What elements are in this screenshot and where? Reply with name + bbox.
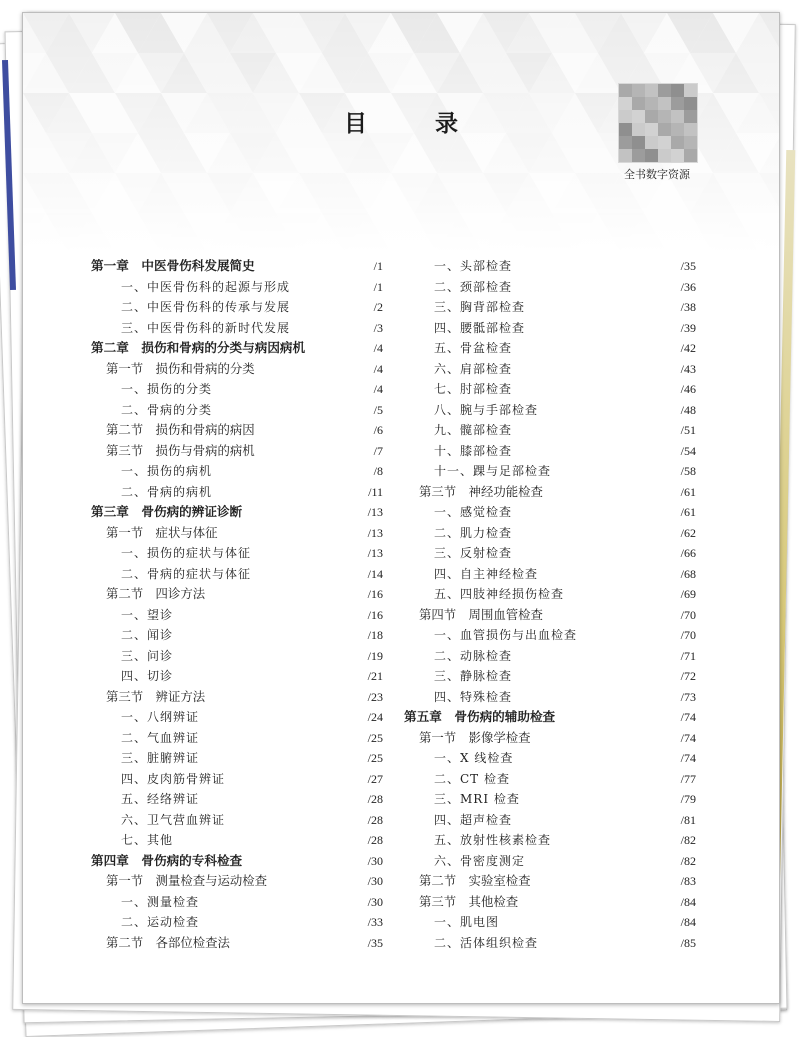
toc-entry-title: 第二节 实验室检查 — [419, 873, 531, 888]
toc-entry-page-number: /3 — [373, 320, 383, 335]
toc-section-entry[interactable] — [404, 482, 696, 503]
toc-entry-page-number: /74 — [680, 710, 696, 724]
toc-item-entry[interactable] — [91, 379, 383, 400]
toc-entry-page-number: /61 — [680, 505, 696, 519]
toc-entry-page-number: /28 — [367, 792, 383, 806]
toc-entry-page-number: /82 — [680, 853, 696, 868]
toc-entry-title: 第四章 骨伤病的专科检查 — [91, 852, 243, 868]
toc-item-entry[interactable] — [91, 728, 383, 749]
toc-entry-page-number: /23 — [367, 689, 383, 704]
toc-entry-page-number: /81 — [680, 812, 696, 827]
toc-entry-title: 第一节 损伤和骨病的分类 — [106, 360, 255, 376]
toc-item-entry[interactable] — [404, 543, 696, 564]
toc-entry-page-number: /7 — [373, 443, 383, 458]
toc-entry-title: 一、中医骨伤科的起源与形成 — [121, 279, 291, 294]
toc-item-entry[interactable] — [91, 564, 383, 585]
toc-entry-page-number: /35 — [680, 259, 696, 273]
toc-entry-title: 四、切诊 — [121, 669, 174, 683]
toc-chapter-entry[interactable] — [91, 502, 383, 523]
toc-item-entry[interactable] — [91, 625, 383, 646]
toc-entry-page-number: /77 — [680, 771, 696, 786]
toc-item-entry[interactable] — [91, 482, 383, 503]
toc-entry-title: 三、中医骨伤科的新时代发展 — [121, 320, 291, 335]
toc-item-entry[interactable] — [404, 769, 696, 790]
toc-entry-page-number: /42 — [680, 341, 696, 355]
toc-entry-title: 一、损伤的分类 — [121, 382, 213, 396]
toc-entry-title: 五、四肢神经损伤检查 — [434, 587, 565, 601]
toc-entry-title: 六、肩部检查 — [434, 361, 513, 376]
toc-entry-page-number: /4 — [373, 382, 383, 396]
toc-item-entry[interactable] — [91, 277, 383, 298]
toc-entry-page-number: /84 — [680, 894, 696, 909]
toc-entry-title: 一、X 线检查 — [434, 751, 514, 765]
toc-entry-page-number: /19 — [367, 648, 383, 663]
toc-section-entry[interactable] — [91, 359, 383, 380]
toc-item-entry[interactable] — [404, 584, 696, 605]
toc-entry-page-number: /36 — [680, 279, 696, 294]
toc-entry-page-number: /16 — [367, 607, 383, 622]
toc-entry-page-number: /62 — [680, 525, 696, 540]
toc-entry-title: 第二节 各部位检查法 — [106, 934, 230, 950]
toc-item-entry[interactable] — [404, 420, 696, 441]
toc-entry-page-number: /4 — [373, 341, 383, 355]
toc-entry-title: 第一节 症状与体征 — [106, 524, 218, 540]
toc-chapter-entry[interactable] — [91, 338, 383, 359]
toc-entry-page-number: /4 — [373, 361, 383, 376]
toc-entry-title: 第一章 中医骨伤科发展简史 — [91, 258, 255, 273]
toc-item-entry[interactable] — [404, 851, 696, 872]
toc-entry-title: 十一、踝与足部检查 — [434, 464, 552, 478]
toc-item-entry[interactable] — [91, 400, 383, 421]
toc-item-entry[interactable] — [404, 461, 696, 482]
toc-left-column — [91, 256, 383, 953]
toc-item-entry[interactable] — [404, 666, 696, 687]
toc-item-entry[interactable] — [404, 523, 696, 544]
toc-entry-title: 八、腕与手部检查 — [434, 402, 539, 417]
toc-entry-title: 三、反射检查 — [434, 546, 513, 560]
toc-entry-title: 一、损伤的症状与体征 — [121, 546, 252, 560]
toc-entry-page-number: /13 — [367, 546, 383, 560]
toc-entry-page-number: /11 — [368, 484, 383, 499]
toc-chapter-entry[interactable] — [91, 851, 383, 872]
toc-entry-page-number: /33 — [367, 915, 383, 929]
toc-entry-page-number: /79 — [680, 792, 696, 806]
toc-item-entry[interactable] — [91, 297, 383, 318]
toc-entry-title: 二、运动检查 — [121, 915, 200, 929]
toc-entry-page-number: /13 — [367, 525, 383, 540]
toc-item-entry[interactable] — [404, 502, 696, 523]
toc-item-entry[interactable] — [404, 933, 696, 954]
toc-item-entry[interactable] — [404, 912, 696, 933]
toc-entry-title: 第二节 损伤和骨病的病因 — [106, 422, 255, 437]
toc-page — [22, 12, 780, 1004]
toc-entry-page-number: /85 — [680, 935, 696, 950]
toc-entry-title: 三、胸背部检查 — [434, 300, 526, 314]
toc-entry-title: 四、超声检查 — [434, 812, 513, 827]
toc-chapter-entry[interactable] — [91, 256, 383, 277]
toc-section-entry[interactable] — [404, 892, 696, 913]
toc-entry-page-number: /61 — [680, 484, 696, 499]
toc-entry-page-number: /18 — [367, 628, 383, 642]
toc-entry-page-number: /74 — [680, 751, 696, 765]
toc-item-entry[interactable] — [91, 461, 383, 482]
toc-entry-title: 四、腰骶部检查 — [434, 320, 526, 335]
toc-section-entry[interactable] — [404, 871, 696, 892]
toc-entry-page-number: /28 — [367, 812, 383, 827]
toc-section-entry[interactable] — [404, 605, 696, 626]
toc-item-entry[interactable] — [91, 318, 383, 339]
toc-item-entry[interactable] — [91, 810, 383, 831]
toc-item-entry[interactable] — [404, 687, 696, 708]
toc-entry-title: 二、CT 检查 — [434, 771, 511, 786]
toc-entry-page-number: /8 — [373, 464, 383, 478]
toc-entry-title: 五、放射性核素检查 — [434, 833, 552, 847]
toc-entry-page-number: /25 — [367, 730, 383, 745]
toc-entry-title: 四、特殊检查 — [434, 689, 513, 704]
toc-entry-title: 一、测量检查 — [121, 894, 200, 909]
toc-section-entry[interactable] — [91, 523, 383, 544]
toc-item-entry[interactable] — [404, 789, 696, 810]
toc-entry-page-number: /30 — [367, 853, 383, 868]
toc-entry-title: 第三节 损伤与骨病的病机 — [106, 442, 255, 458]
toc-entry-title: 五、经络辨证 — [121, 792, 200, 806]
toc-entry-title: 二、闻诊 — [121, 628, 174, 642]
toc-entry-title: 二、中医骨伤科的传承与发展 — [121, 300, 291, 314]
toc-section-entry[interactable] — [91, 933, 383, 954]
toc-entry-title: 五、骨盆检查 — [434, 341, 513, 355]
toc-entry-page-number: /82 — [680, 833, 696, 847]
toc-entry-title: 第一节 影像学检查 — [419, 729, 531, 745]
toc-entry-page-number: /48 — [680, 402, 696, 417]
toc-item-entry[interactable] — [404, 830, 696, 851]
page-title: 目 录 — [343, 111, 488, 137]
toc-entry-page-number: /27 — [367, 771, 383, 786]
toc-entry-page-number: /6 — [373, 423, 383, 437]
toc-item-entry[interactable] — [404, 379, 696, 400]
toc-entry-title: 第四节 周围血管检查 — [419, 606, 543, 622]
toc-section-entry[interactable] — [91, 441, 383, 462]
toc-entry-title: 一、肌电图 — [434, 915, 500, 929]
toc-item-entry[interactable] — [91, 748, 383, 769]
toc-entry-page-number: /30 — [367, 894, 383, 909]
toc-entry-page-number: /70 — [680, 628, 696, 642]
toc-entry-page-number: /14 — [367, 566, 383, 581]
toc-entry-page-number: /73 — [680, 689, 696, 704]
toc-entry-page-number: /5 — [373, 402, 383, 417]
toc-section-entry[interactable] — [91, 871, 383, 892]
toc-entry-title: 三、静脉检查 — [434, 669, 513, 683]
toc-entry-title: 一、血管损伤与出血检查 — [434, 628, 578, 642]
toc-entry-title: 三、脏腑辨证 — [121, 751, 200, 765]
toc-entry-title: 七、肘部检查 — [434, 382, 513, 396]
toc-entry-page-number: /58 — [680, 464, 696, 478]
toc-item-entry[interactable] — [404, 277, 696, 298]
toc-item-entry[interactable] — [404, 256, 696, 277]
toc-entry-page-number: /69 — [680, 587, 696, 601]
toc-entry-title: 三、问诊 — [121, 648, 174, 663]
toc-entry-title: 二、颈部检查 — [434, 279, 513, 294]
toc-entry-page-number: /43 — [680, 361, 696, 376]
toc-item-entry[interactable] — [91, 646, 383, 667]
toc-entry-title: 一、损伤的病机 — [121, 464, 213, 478]
toc-entry-page-number: /2 — [373, 300, 383, 314]
toc-item-entry[interactable] — [91, 789, 383, 810]
toc-entry-page-number: /39 — [680, 320, 696, 335]
toc-item-entry[interactable] — [91, 912, 383, 933]
toc-entry-page-number: /83 — [680, 874, 696, 888]
toc-entry-page-number: /54 — [680, 443, 696, 458]
toc-section-entry[interactable] — [91, 420, 383, 441]
toc-item-entry[interactable] — [404, 564, 696, 585]
toc-entry-page-number: /35 — [367, 935, 383, 950]
toc-item-entry[interactable] — [404, 646, 696, 667]
toc-item-entry[interactable] — [91, 605, 383, 626]
toc-entry-page-number: /30 — [367, 874, 383, 888]
toc-entry-page-number: /84 — [680, 915, 696, 929]
toc-entry-title: 四、皮肉筋骨辨证 — [121, 771, 226, 786]
toc-entry-page-number: /16 — [367, 587, 383, 601]
toc-entry-title: 一、望诊 — [121, 607, 174, 622]
toc-entry-page-number: /71 — [680, 648, 696, 663]
toc-entry-title: 十、膝部检查 — [434, 443, 513, 458]
toc-entry-title: 二、骨病的症状与体征 — [121, 566, 252, 581]
toc-entry-title: 二、活体组织检查 — [434, 935, 539, 950]
toc-entry-page-number: /74 — [680, 730, 696, 745]
toc-entry-title: 第三章 骨伤病的辨证诊断 — [91, 504, 243, 519]
toc-entry-title: 四、自主神经检查 — [434, 566, 539, 581]
toc-section-entry[interactable] — [91, 584, 383, 605]
toc-item-entry[interactable] — [404, 625, 696, 646]
toc-entry-page-number: /38 — [680, 300, 696, 314]
toc-entry-title: 第五章 骨伤病的辅助检查 — [404, 709, 556, 724]
toc-entry-page-number: /1 — [373, 279, 383, 294]
toc-entry-title: 二、骨病的分类 — [121, 402, 213, 417]
toc-item-entry[interactable] — [404, 297, 696, 318]
toc-item-entry[interactable] — [91, 892, 383, 913]
toc-item-entry[interactable] — [404, 810, 696, 831]
toc-entry-page-number: /70 — [680, 607, 696, 622]
toc-entry-title: 三、MRI 检查 — [434, 792, 520, 806]
toc-item-entry[interactable] — [404, 400, 696, 421]
toc-entry-title: 六、卫气营血辨证 — [121, 812, 226, 827]
toc-entry-page-number: /46 — [680, 382, 696, 396]
toc-entry-page-number: /28 — [367, 833, 383, 847]
toc-section-entry[interactable] — [91, 687, 383, 708]
toc-item-entry[interactable] — [91, 707, 383, 728]
toc-entry-title: 二、动脉检查 — [434, 648, 513, 663]
toc-right-column — [404, 256, 696, 953]
toc-entry-title: 第三节 其他检查 — [419, 893, 519, 909]
toc-entry-title: 一、感觉检查 — [434, 505, 513, 519]
toc-chapter-entry[interactable] — [404, 707, 696, 728]
toc-entry-title: 第三节 神经功能检查 — [419, 483, 543, 499]
toc-entry-title: 九、髋部检查 — [434, 423, 513, 437]
toc-entry-title: 七、其他 — [121, 833, 174, 847]
toc-entry-title: 六、骨密度测定 — [434, 853, 526, 868]
toc-entry-page-number: /24 — [367, 710, 383, 724]
qr-caption: 全书数字资源 — [624, 168, 690, 181]
toc-item-entry[interactable] — [91, 769, 383, 790]
toc-entry-title: 第三节 辨证方法 — [106, 688, 206, 704]
toc-item-entry[interactable] — [404, 338, 696, 359]
toc-entry-page-number: /72 — [680, 669, 696, 683]
toc-entry-page-number: /51 — [680, 423, 696, 437]
toc-entry-title: 第一节 测量检查与运动检查 — [106, 873, 268, 888]
toc-item-entry[interactable] — [404, 359, 696, 380]
toc-entry-title: 一、头部检查 — [434, 259, 513, 273]
toc-item-entry[interactable] — [404, 748, 696, 769]
toc-entry-title: 二、气血辨证 — [121, 730, 200, 745]
toc-entry-title: 二、肌力检查 — [434, 525, 513, 540]
toc-entry-page-number: /25 — [367, 751, 383, 765]
toc-item-entry[interactable] — [91, 666, 383, 687]
toc-entry-page-number: /66 — [680, 546, 696, 560]
toc-item-entry[interactable] — [91, 830, 383, 851]
toc-entry-page-number: /1 — [373, 259, 383, 273]
qr-code-graphic — [619, 84, 697, 162]
toc-entry-page-number: /68 — [680, 566, 696, 581]
toc-item-entry[interactable] — [404, 318, 696, 339]
toc-section-entry[interactable] — [404, 728, 696, 749]
toc-item-entry[interactable] — [91, 543, 383, 564]
toc-entry-title: 第二章 损伤和骨病的分类与病因病机 — [91, 340, 306, 355]
toc-entry-page-number: /13 — [367, 505, 383, 519]
toc-item-entry[interactable] — [404, 441, 696, 462]
toc-entry-title: 一、八纲辨证 — [121, 710, 200, 724]
qr-code-icon[interactable] — [618, 83, 698, 163]
toc-entry-page-number: /21 — [367, 669, 383, 683]
toc-entry-title: 二、骨病的病机 — [121, 484, 213, 499]
toc-entry-title: 第二节 四诊方法 — [106, 586, 206, 601]
